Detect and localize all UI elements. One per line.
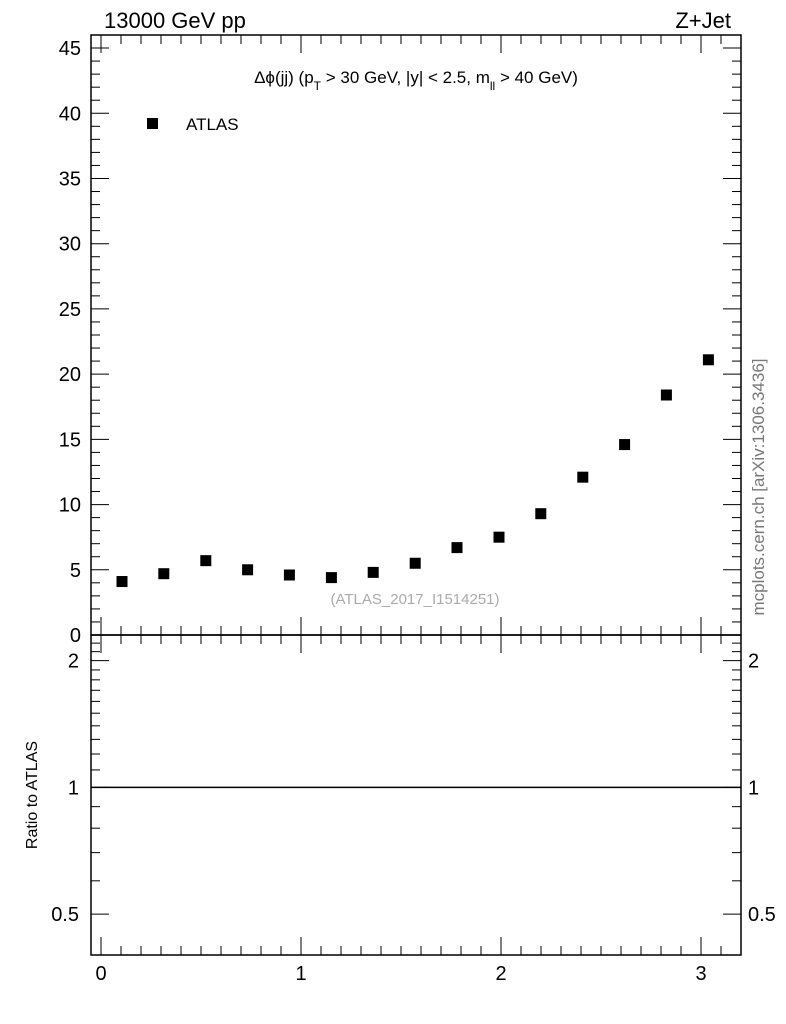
x-tick-label: 0 (95, 963, 107, 985)
watermark: (ATLAS_2017_I1514251) (330, 591, 500, 608)
legend-marker (147, 118, 158, 129)
data-points (117, 354, 714, 587)
data-point (535, 508, 546, 519)
data-point (452, 542, 463, 553)
data-point (703, 354, 714, 365)
ratio-frame (91, 635, 741, 955)
ratio-y-axis-label: Ratio to ATLAS (24, 740, 41, 850)
header-right: Z+Jet (675, 8, 731, 33)
data-point (200, 555, 211, 566)
y-tick-label: 25 (58, 298, 81, 321)
data-point (661, 390, 672, 401)
data-point (242, 564, 253, 575)
data-point (326, 572, 337, 583)
ratio-panel (24, 635, 776, 985)
main-title-sub2: ll (489, 79, 496, 93)
data-point (494, 532, 505, 543)
main-title-prefix: Δϕ(jj) (p (254, 68, 314, 87)
ratio-y-tick-label: 0.5 (51, 904, 79, 927)
data-point (117, 576, 128, 587)
ratio-y-tick-label-right: 1 (748, 777, 760, 800)
y-tick-label: 0 (69, 625, 81, 647)
ratio-y-tick-label-right: 0.5 (748, 904, 776, 927)
data-point (368, 567, 379, 578)
y-tick-label: 30 (58, 233, 81, 256)
legend-label: ATLAS (186, 115, 239, 134)
y-tick-label: 45 (58, 38, 81, 61)
data-point (619, 439, 630, 450)
main-title (254, 68, 578, 93)
data-point (577, 472, 588, 483)
main-title-sub1: T (313, 79, 322, 93)
side-label: mcplots.cern.ch [arXiv:1306.3436] (749, 358, 768, 616)
main-title-suffix: > 40 GeV) (495, 68, 578, 87)
x-tick-label: 2 (495, 963, 507, 985)
data-point (284, 570, 295, 581)
y-tick-label: 35 (58, 168, 81, 191)
ratio-y-ticks (51, 635, 776, 955)
ratio-x-ticks (95, 635, 741, 985)
main-panel (59, 35, 741, 647)
data-point (158, 568, 169, 579)
y-tick-label: 40 (58, 103, 81, 126)
y-tick-label: 10 (58, 494, 81, 517)
main-title-mid: > 30 GeV, |y| < 2.5, m (321, 68, 490, 87)
header-left: 13000 GeV pp (104, 8, 246, 33)
ratio-y-tick-label: 1 (67, 777, 79, 800)
data-point (410, 558, 421, 569)
y-tick-label: 5 (69, 559, 81, 582)
ratio-y-tick-label-right: 2 (748, 650, 760, 673)
x-tick-label: 1 (295, 963, 307, 985)
x-tick-label: 3 (695, 963, 707, 985)
y-tick-label: 20 (58, 364, 81, 387)
ratio-y-tick-label: 2 (67, 650, 79, 673)
main-y-ticks (59, 35, 741, 647)
y-tick-label: 15 (58, 429, 81, 452)
